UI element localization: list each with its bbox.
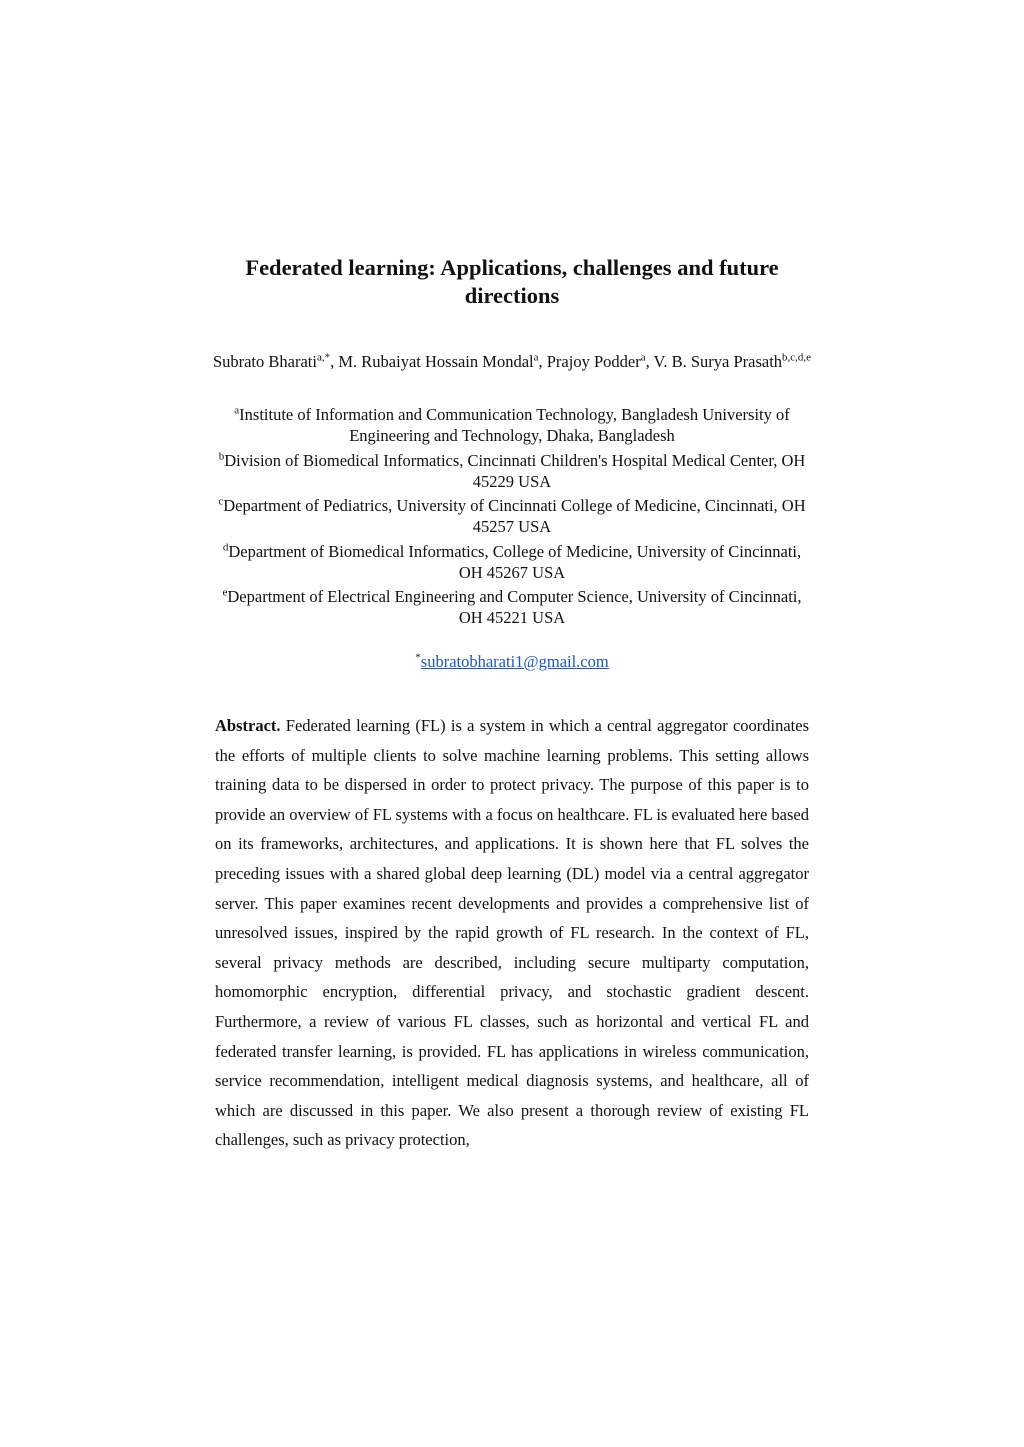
affiliation bbox=[212, 541, 812, 583]
abstract bbox=[215, 711, 809, 1155]
author-affiliation-mark: a bbox=[640, 351, 646, 364]
author bbox=[213, 352, 338, 371]
affiliation-mark: c bbox=[218, 495, 224, 508]
author-separator: , bbox=[538, 352, 547, 371]
affiliation-list bbox=[212, 404, 812, 632]
affiliation-mark: d bbox=[222, 541, 229, 553]
affiliation bbox=[212, 404, 812, 446]
abstract-label: Abstract. bbox=[215, 716, 281, 735]
author-name: V. B. Surya Prasath bbox=[653, 352, 783, 371]
paper-title: Federated learning: Applications, challenges and future directions bbox=[245, 255, 779, 308]
author bbox=[547, 352, 654, 371]
affiliation-text: Department of Biomedical Informatics, College of Medicine, University of Cincinnati, OH 45267 USA bbox=[228, 541, 802, 582]
author-name: M. Rubaiyat Hossain Mondal bbox=[338, 352, 534, 371]
correspondence-mark: * bbox=[415, 651, 421, 664]
author-name: Subrato Bharati bbox=[212, 352, 317, 371]
author-separator: , bbox=[645, 352, 654, 371]
email-link[interactable]: subratobharati1@gmail.com bbox=[420, 652, 609, 671]
affiliation-text: Department of Electrical Engineering and Computer Science, University of Cincinnati, OH 45221 USA bbox=[227, 587, 802, 627]
affiliation bbox=[212, 450, 812, 492]
correspondence bbox=[212, 651, 812, 673]
abstract-text: Federated learning (FL) is a system in which a central aggregator coordinates the efforts of multiple clients to solve machine learning problems. This setting allows training data to be dispersed in order to protect privacy. The purpose of this paper is to provide an overview of FL systems with a focus on healthcare. FL is evaluated here based on its frameworks, architectures, and applications. It is shown here that FL solves the preceding issues with a shared global deep learning (DL) model via a central aggregator server. This paper examines recent developments and provides a comprehensive list of unresolved issues, inspired by the rapid growth of FL research. In the context of FL, several privacy methods are described, including secure multiparty computation, homomorphic encryption, differential privacy, and stochastic gradient descent. Furthermore, a review of various FL classes, such as horizontal and vertical FL and federated transfer learning, is provided. FL has applications in wireless communication, service recommendation, intelligent medical diagnosis systems, and healthcare, all of which are discussed in this paper. We also present a thorough review of existing FL challenges, such as privacy protection, bbox=[215, 716, 809, 1150]
affiliation-mark: a bbox=[234, 404, 240, 417]
affiliation-text: Division of Biomedical Informatics, Cincinnati Children's Hospital Medical Center, OH 45229 USA bbox=[224, 450, 806, 491]
author-separator: , bbox=[330, 352, 339, 371]
affiliation-text: Department of Pediatrics, University of Cincinnati College of Medicine, Cincinnati, OH 45257 USA bbox=[223, 496, 806, 536]
author bbox=[654, 352, 812, 371]
affiliation-mark: e bbox=[222, 586, 228, 599]
affiliation-mark: b bbox=[218, 450, 225, 462]
author-affiliation-mark: a bbox=[533, 351, 539, 364]
author-list bbox=[212, 350, 812, 373]
author-affiliation-mark: a,* bbox=[316, 351, 331, 364]
author bbox=[338, 352, 546, 371]
author-affiliation-mark: b,c,d,e bbox=[782, 351, 812, 364]
affiliation bbox=[212, 586, 812, 628]
affiliation-text: Institute of Information and Communication Technology, Bangladesh University of Engineering and Technology, Dhaka, Bangladesh bbox=[239, 405, 790, 445]
affiliation bbox=[212, 495, 812, 537]
author-name: Prajoy Podder bbox=[546, 352, 641, 371]
